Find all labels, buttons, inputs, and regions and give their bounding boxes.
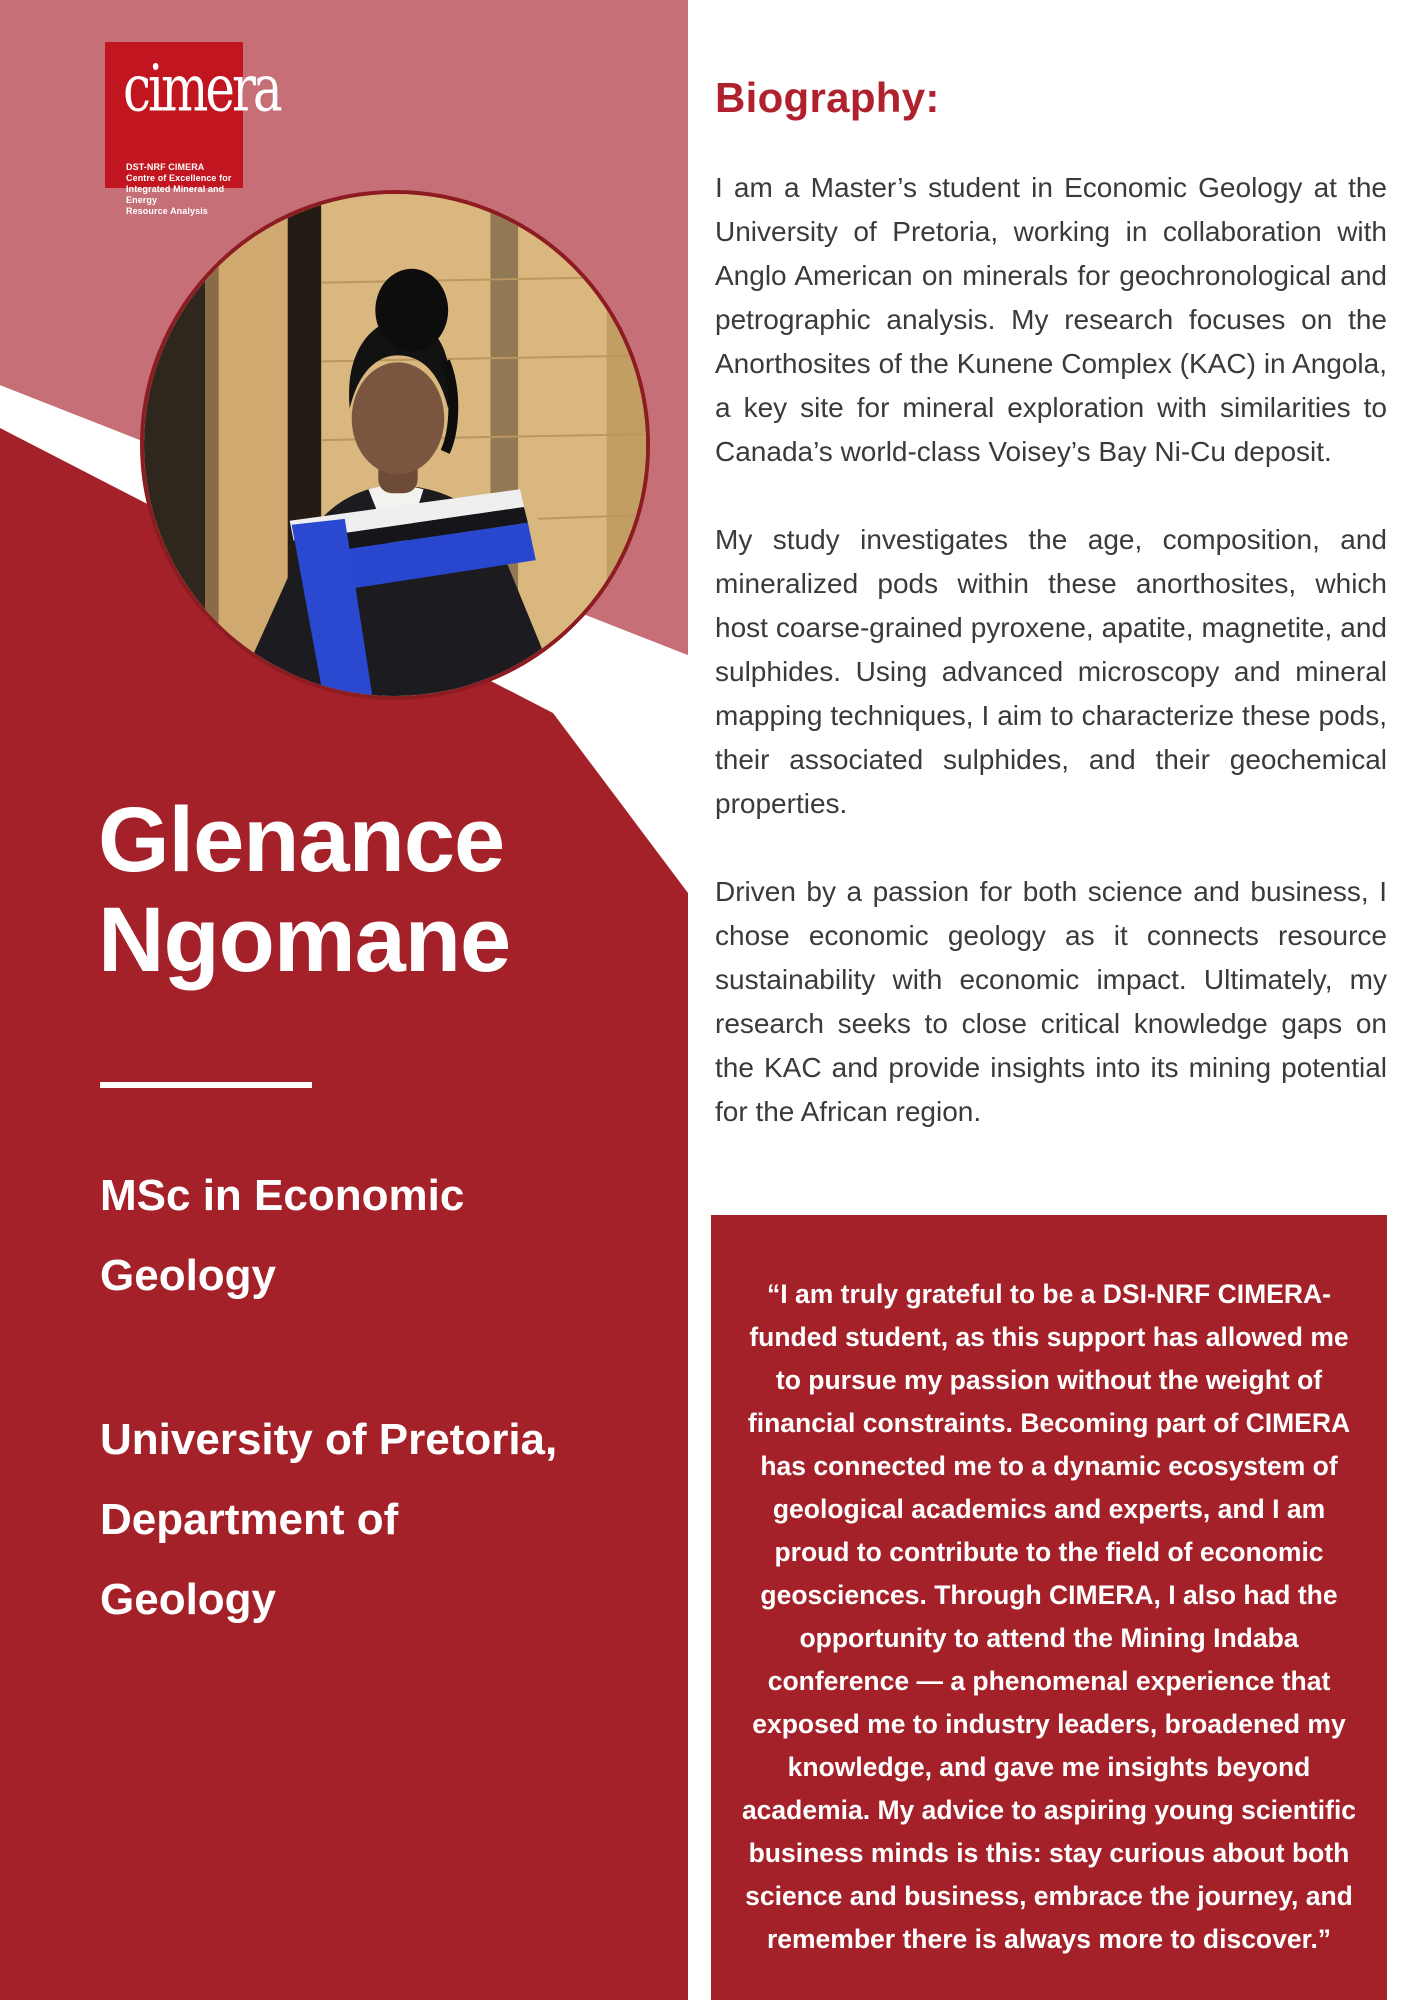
name-divider-line (100, 1082, 312, 1088)
biography-paragraph-2: My study investigates the age, composition, and mineralized pods within these anorthosites, which host coarse-grained pyroxene, apatite, magnetite, and sulphides. Using advanced microscopy and mineral mapping techniques, I aim to characterize these pods, their associated sulphides, and their geochemical properties. (715, 524, 1387, 819)
logo-org-line: Resource Analysis (126, 206, 208, 216)
last-name: Ngomane (98, 889, 511, 991)
braided-bun (375, 269, 448, 352)
logo-org-line: Centre of Excellence for (126, 173, 232, 183)
graduation-portrait-illustration (144, 194, 646, 696)
cimera-wordmark: cimera (123, 50, 280, 127)
face (352, 362, 445, 474)
first-name: Glenance (98, 789, 505, 891)
cimera-logo (105, 42, 280, 216)
logo-org-line: DST-NRF CIMERA (126, 162, 205, 172)
biography-body (715, 166, 1387, 1178)
institution-line: University of Pretoria, (100, 1415, 558, 1464)
institution-line: Geology (100, 1575, 277, 1624)
degree-title (100, 1156, 464, 1316)
logo-org-line: Integrated Mineral and Energy (126, 184, 225, 205)
biography-paragraph-1: I am a Master’s student in Economic Geology at the University of Pretoria, working in collaboration with Anglo American on minerals for geochronological and petrographic analysis. My research focuses on the Anorthosites of the Kunene Complex (KAC) in Angola, a key site for mineral exploration with similarities to Canada’s world-class Voisey’s Bay Ni-Cu deposit. (715, 172, 1387, 467)
biography-heading: Biography: (715, 74, 940, 121)
profile-photo (140, 190, 650, 700)
cimera-org-name (126, 162, 243, 217)
institution-title (100, 1400, 557, 1640)
testimonial-quote-text: “I am truly grateful to be a DSI-NRF CIMERA-funded student, as this support has allowed me to pursue my passion without the weight of financial constraints. Becoming part of CIMERA has connected me to a dynamic ecosystem of geological academics and experts, and I am proud to contribute to the field of economic geosciences. Through CIMERA, I also had the opportunity to attend the Mining Indaba conference — a phenomenal experience that exposed me to industry leaders, broadened my knowledge, and gave me insights beyond academia. My advice to aspiring young scientific business minds is this: stay curious about both science and business, embrace the journey, and remember there is always more to discover.” (741, 1279, 1357, 1954)
degree-line: MSc in Economic (100, 1171, 465, 1220)
student-name (98, 790, 510, 990)
biography-paragraph-3: Driven by a passion for both science and business, I chose economic geology as it connects resource sustainability with economic impact. Ultimately, my research seeks to close critical knowledge gaps on the KAC and provide insights into its mining potential for the African region. (715, 876, 1387, 1127)
testimonial-quote-box (711, 1215, 1387, 2000)
institution-line: Department of (100, 1495, 399, 1544)
degree-line: Geology (100, 1251, 277, 1300)
